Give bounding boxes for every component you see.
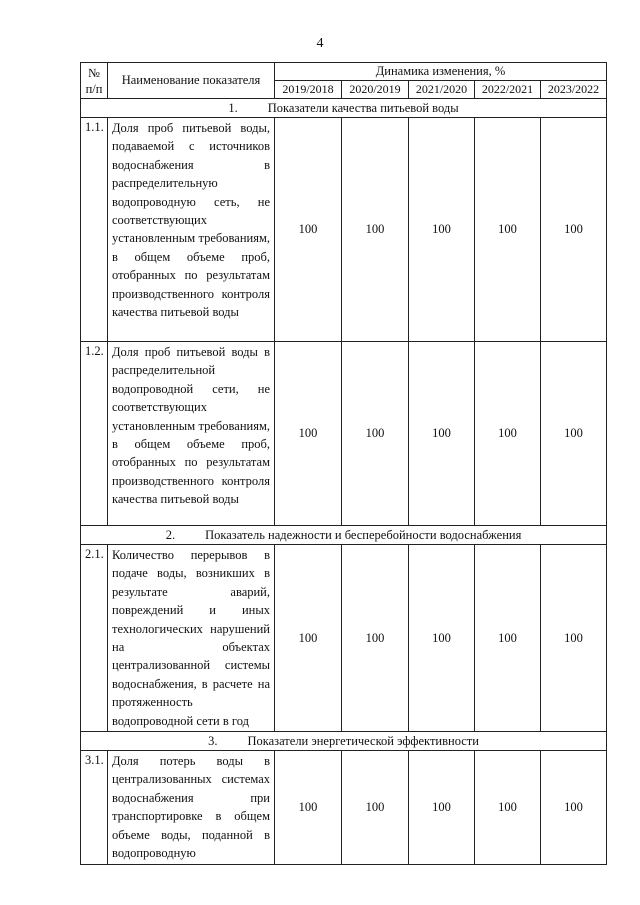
header-year: 2020/2019: [342, 81, 409, 99]
table-row: [81, 545, 607, 732]
section-label: Показатели качества питьевой воды: [267, 100, 459, 115]
header-name: Наименование показателя: [108, 63, 275, 99]
row-value: 100: [342, 118, 409, 342]
row-value: 100: [342, 342, 409, 526]
header-row: [81, 63, 607, 81]
section-row: [81, 732, 607, 751]
row-number: 3.1.: [81, 751, 108, 864]
header-dynamics: Динамика изменения, %: [275, 63, 607, 81]
header-year: 2023/2022: [541, 81, 607, 99]
section-row: [81, 526, 607, 545]
row-value: 100: [275, 545, 342, 732]
table-row: [81, 118, 607, 342]
row-description: Доля проб питьевой воды в распределительной водопроводной сети, не соответствующих установленным требованиям, в общем объеме проб, отобранных по результатам производственного контроля качества питьевой воды: [108, 342, 275, 526]
section-label: Показатели энергетической эффективности: [247, 733, 479, 748]
row-value: 100: [475, 118, 541, 342]
section-title: [81, 99, 607, 118]
row-number: 1.1.: [81, 118, 108, 342]
row-description: Доля проб питьевой воды, подаваемой с источников водоснабжения в распределительную водопроводную сеть, не соответствующих установленным требованиям, в общем объеме проб, отобранных по результатам производственного контроля качества питьевой воды: [108, 118, 275, 342]
table-row: [81, 342, 607, 526]
header-year: 2022/2021: [475, 81, 541, 99]
header-year: 2021/2020: [409, 81, 475, 99]
row-description: Количество перерывов в подаче воды, возникших в результате аварий, повреждений и иных технологических нарушений на объектах централизованной системы водоснабжения, в расчете на протяженность водопроводной сети в год: [108, 545, 275, 732]
row-value: 100: [541, 751, 607, 864]
row-value: 100: [342, 751, 409, 864]
row-value: 100: [541, 342, 607, 526]
row-value: 100: [475, 545, 541, 732]
row-value: 100: [275, 751, 342, 864]
section-number: 1.: [228, 100, 238, 115]
header-year: 2019/2018: [275, 81, 342, 99]
row-value: 100: [275, 342, 342, 526]
section-title: [81, 732, 607, 751]
row-value: 100: [342, 545, 409, 732]
section-title: [81, 526, 607, 545]
section-row: [81, 99, 607, 118]
section-label: Показатель надежности и бесперебойности водоснабжения: [205, 527, 522, 542]
row-value: 100: [541, 545, 607, 732]
indicators-table: [80, 62, 607, 865]
page-number: 4: [316, 36, 324, 51]
row-value: 100: [409, 118, 475, 342]
row-value: 100: [275, 118, 342, 342]
row-value: 100: [409, 545, 475, 732]
row-value: 100: [541, 118, 607, 342]
table-row: [81, 751, 607, 864]
row-value: 100: [409, 751, 475, 864]
row-value: 100: [475, 342, 541, 526]
row-value: 100: [475, 751, 541, 864]
row-description: Доля потерь воды в централизованных системах водоснабжения при транспортировке в общем объеме воды, поданной в водопроводную: [108, 751, 275, 864]
header-num: № п/п: [81, 63, 108, 99]
section-number: 2.: [165, 527, 176, 542]
row-number: 2.1.: [81, 545, 108, 732]
row-value: 100: [409, 342, 475, 526]
section-number: 3.: [208, 733, 218, 748]
row-number: 1.2.: [81, 342, 108, 526]
